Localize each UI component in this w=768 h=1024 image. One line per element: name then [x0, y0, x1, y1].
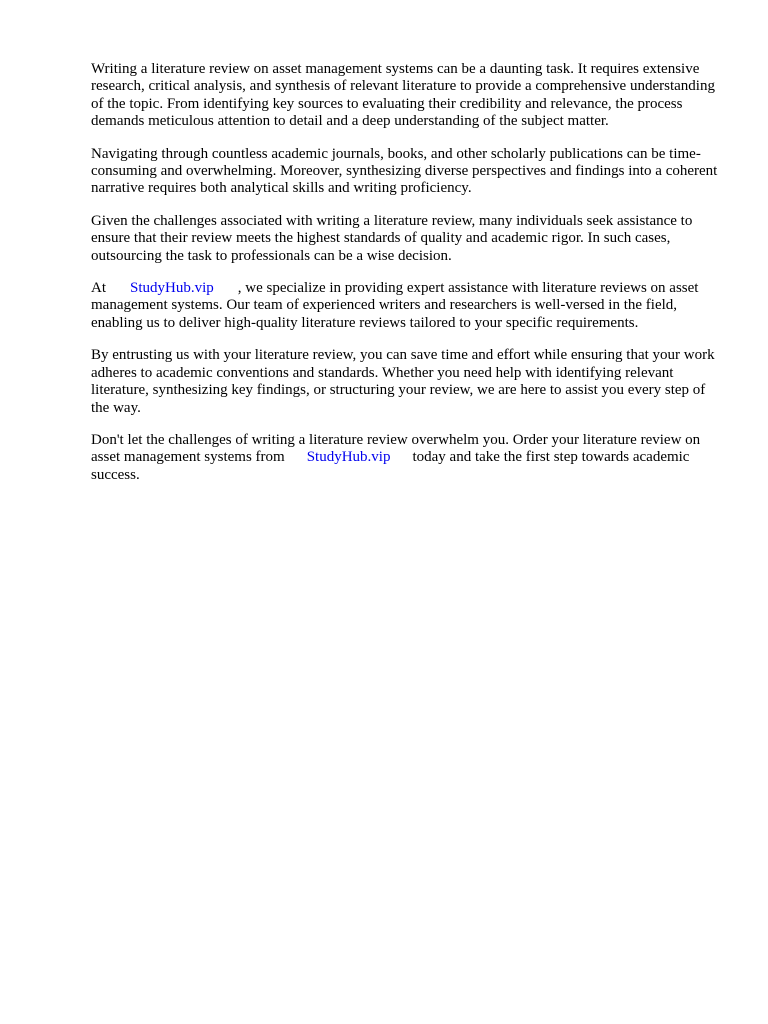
paragraph-call-to-action-rest: today and take the first step towards academic success. — [91, 449, 690, 483]
paragraph-intro: Writing a literature review on asset management systems can be a daunting task. It requires extensive research, critical analysis, and synthesis of relevant literature to provide a comprehensive understanding of the topic. From identifying key sources to evaluating their credibility and relevance, the process demands meticulous attention to detail and a deep understanding of the subject matter. — [91, 61, 715, 130]
paragraph-entrusting: By entrusting us with your literature review, you can save time and effort while ensuring that your work adheres to academic conventions and standards. Whether you need help with identifying relevant literature, synthesizing key findings, or structuring your review, we are here to assist you every step of the way. — [91, 347, 715, 416]
paragraph-studyhub-intro-lead: At — [91, 280, 106, 297]
paragraph-studyhub-intro-rest: , we specialize in providing expert assistance with literature reviews on asset management systems. Our team of experienced writers and researchers is well-versed in the field, enabling us to deliver high-quality literature reviews tailored to your specific requirements. — [91, 280, 699, 331]
paragraph-navigating: Navigating through countless academic journals, books, and other scholarly publications can be time-consuming and overwhelming. Moreover, synthesizing diverse perspectives and findings into a coherent narrative requires both analytical skills and writing proficiency. — [91, 145, 718, 197]
paragraph-call-to-action-lead: Don't let the challenges of writing a literature review overwhelm you. Order your literature review on asset management systems from — [91, 431, 701, 466]
document-body — [91, 61, 727, 499]
paragraph-call-to-action — [91, 432, 727, 484]
paragraph-challenges: Given the challenges associated with writing a literature review, many individuals seek assistance to ensure that their review meets the highest standards of quality and academic rigor. In such cases, outsourcing the task to professionals can be a wise decision. — [91, 212, 693, 264]
studyhub-link[interactable]: StudyHub.vip — [130, 280, 214, 297]
studyhub-link-order[interactable]: StudyHub.vip — [306, 449, 391, 466]
paragraph-studyhub-intro — [91, 280, 727, 332]
